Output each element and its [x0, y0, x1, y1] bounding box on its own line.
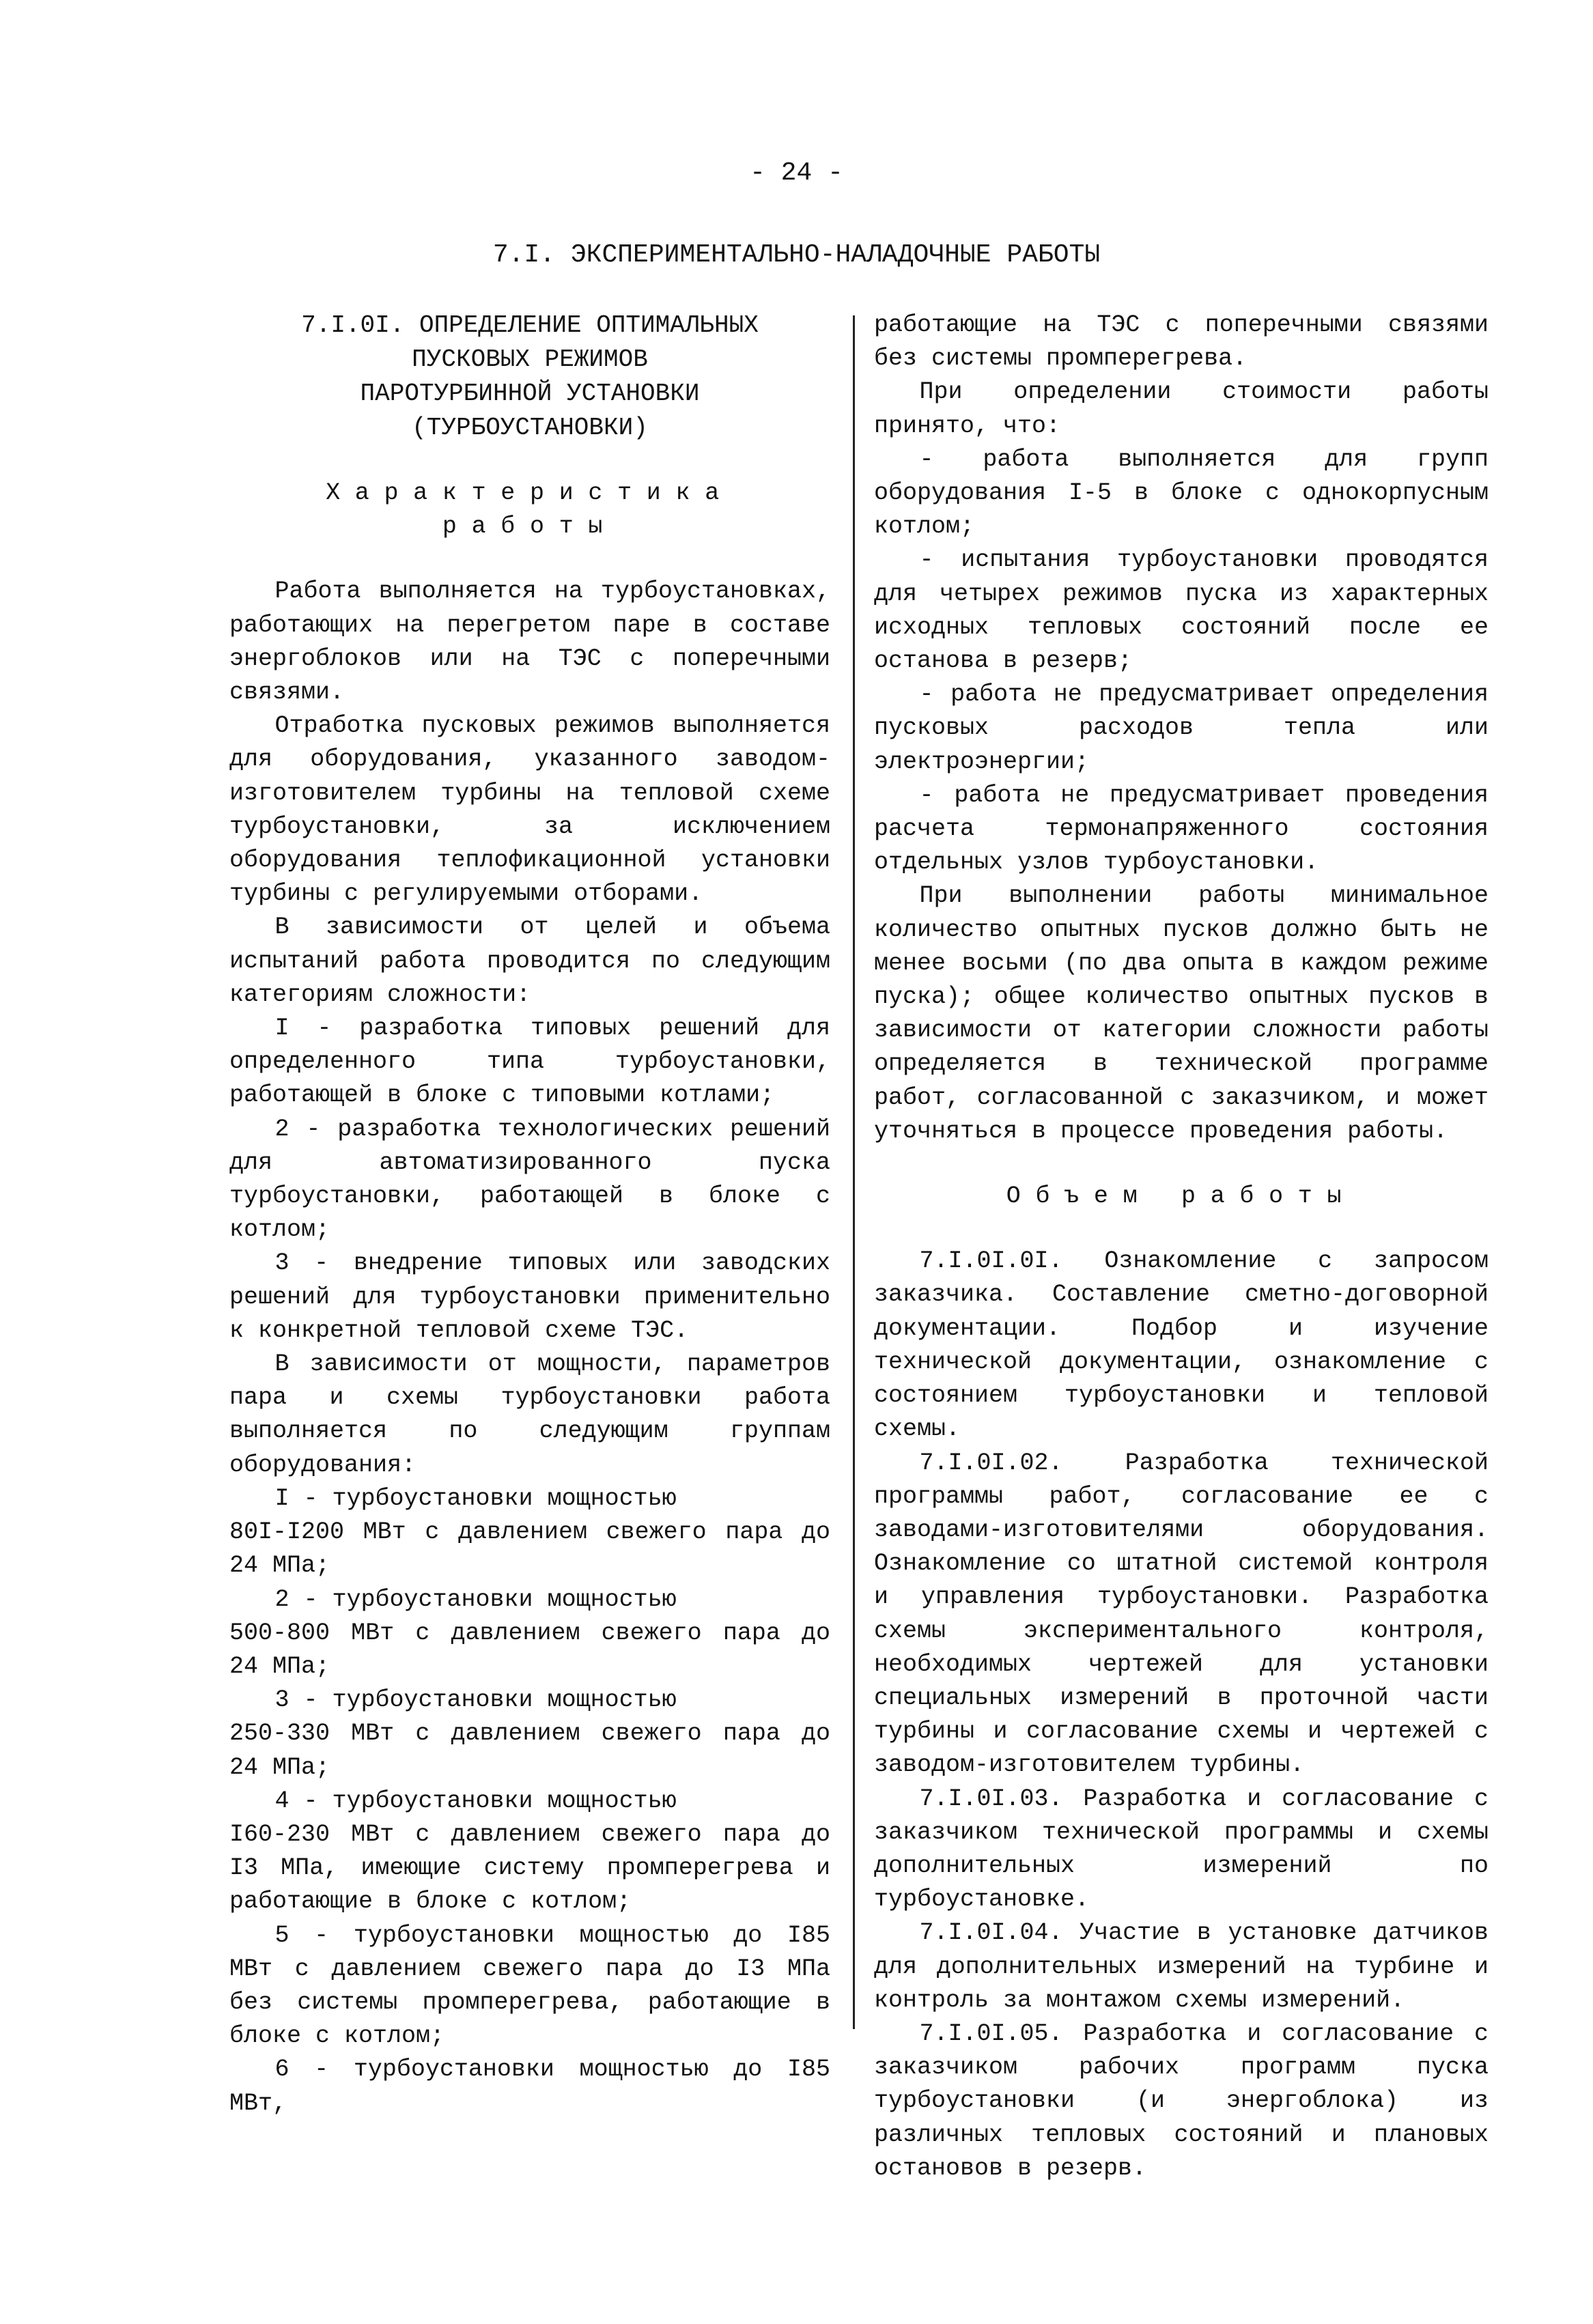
group-text: 80I-I200 МВт с давлением свежего пара до 24 МПа; [229, 1518, 830, 1580]
section-title: 7.I. ЭКСПЕРИМЕНТАЛЬНО-НАЛАДОЧНЫЕ РАБОТЫ [492, 240, 1101, 270]
heading-line: 7.I.0I. ОПРЕДЕЛЕНИЕ ОПТИМАЛЬНЫХ [301, 311, 759, 339]
left-column [229, 309, 830, 2121]
paragraph: При выполнении работы минимальное количество опытных пусков должно быть не менее восьми (по два опыта в каждом режиме пуска); общее количество опытных пусков в зависимости от категории сложности работы определяется в технической программе работ, согласованной с заказчиком, и может уточняться в процессе проведения работы. [874, 882, 1489, 1145]
group-text: 250-330 МВт с давлением свежего пара до 24 МПа; [229, 1720, 830, 1781]
column-divider [853, 315, 855, 2029]
subsection-heading [229, 309, 830, 445]
group-title: 2 - турбоустановки мощностью [274, 1585, 677, 1613]
condition-item: - работа выполняется для групп оборудования I-5 в блоке с однокорпусным котлом; [874, 445, 1489, 541]
page-number: - 24 - [750, 158, 843, 188]
group-text: 500-800 МВт с давлением свежего пара до 24 МПа; [229, 1619, 830, 1680]
paragraph: работающие на ТЭС с поперечными связями без системы промперегрева. [874, 311, 1489, 373]
condition-item: - работа не предусматривает определения пусковых расходов тепла или электроэнергии; [874, 681, 1489, 776]
heading-line: ПАРОТУРБИННОЙ УСТАНОВКИ [360, 380, 700, 408]
scope-item: 7.I.0I.03. Разработка и согласование с заказчиком технической программы и схемы дополнительных измерений по турбоустановке. [874, 1785, 1489, 1914]
paragraph: 3 - внедрение типовых или заводских решений для турбоустановки применительно к конкретной тепловой схеме ТЭС. [229, 1249, 830, 1344]
condition-item: - испытания турбоустановки проводятся для четырех режимов пуска из характерных исходных тепловых состояний после ее останова в резерв; [874, 546, 1489, 675]
heading-line: Характеристика [326, 479, 734, 507]
heading-line: (ТУРБОУСТАНОВКИ) [412, 414, 648, 442]
group-text: I60-230 МВт с давлением свежего пара до I3 МПа, имеющие систему промперегрева и работающие в блоке с котлом; [229, 1820, 830, 1916]
paragraph: Работа выполняется на турбоустановках, работающих на перегретом паре в составе энергоблоков или на ТЭС с поперечными связями. [229, 578, 830, 707]
heading-line: ПУСКОВЫХ РЕЖИМОВ [412, 345, 648, 373]
paragraph: 2 - разработка технологических решений для автоматизированного пуска турбоустановки, работающей в блоке с котлом; [229, 1115, 830, 1244]
heading-line: работы [442, 513, 618, 541]
scope-item: 7.I.0I.04. Участие в установке датчиков для дополнительных измерений на турбине и контроль за монтажом схемы измерений. [874, 1919, 1489, 2014]
condition-item: - работа не предусматривает проведения расчета термонапряженного состояния отдельных узлов турбоустановки. [874, 781, 1489, 877]
characteristics-heading [229, 477, 830, 543]
paragraph: 5 - турбоустановки мощностью до I85 МВт с давлением свежего пара до I3 МПа без системы промперегрева, работающие в блоке с котлом; [229, 1921, 830, 2050]
group-title: 3 - турбоустановки мощностью [274, 1686, 677, 1714]
scope-item: 7.I.0I.05. Разработка и согласование с заказчиком рабочих программ пуска турбоустановки (и энергоблока) из различных тепловых состояний и плановых остановов в резерв. [874, 2020, 1489, 2182]
group-title: 4 - турбоустановки мощностью [274, 1787, 677, 1815]
paragraph: При определении стоимости работы принято, что: [874, 378, 1489, 440]
scope-item: 7.I.0I.02. Разработка технической программы работ, согласование ее с заводами-изготовителями оборудования. Ознакомление со штатной системой контроля и управления турбоустановки. Разработка схемы экспериментального контроля, необходимых чертежей для установки специальных измерений в проточной части турбины и согласование схемы и чертежей с заводом-изготовителем турбины. [874, 1449, 1489, 1779]
scope-heading: Объем работы [1006, 1182, 1357, 1210]
group-title: I - турбоустановки мощностью [274, 1484, 677, 1512]
paragraph: Отработка пусковых режимов выполняется для оборудования, указанного заводом-изготовителем турбины на тепловой схеме турбоустановки, за исключением оборудования теплофикационной установки турбины с регулируемыми отборами. [229, 712, 830, 908]
right-column [874, 309, 1489, 2185]
paragraph: В зависимости от мощности, параметров пара и схемы турбоустановки работа выполняется по следующим группам оборудования: [229, 1350, 830, 1479]
paragraph: В зависимости от целей и объема испытаний работа проводится по следующим категориям сложности: [229, 913, 830, 1008]
scope-item: 7.I.0I.0I. Ознакомление с запросом заказчика. Составление сметно-договорной документации. Подбор и изучение технической документации, ознакомление с состоянием турбоустановки и тепловой схемы. [874, 1247, 1489, 1443]
paragraph: 6 - турбоустановки мощностью до I85 МВт, [229, 2056, 830, 2117]
paragraph: I - разработка типовых решений для определенного типа турбоустановки, работающей в блоке с типовыми котлами; [229, 1015, 830, 1109]
